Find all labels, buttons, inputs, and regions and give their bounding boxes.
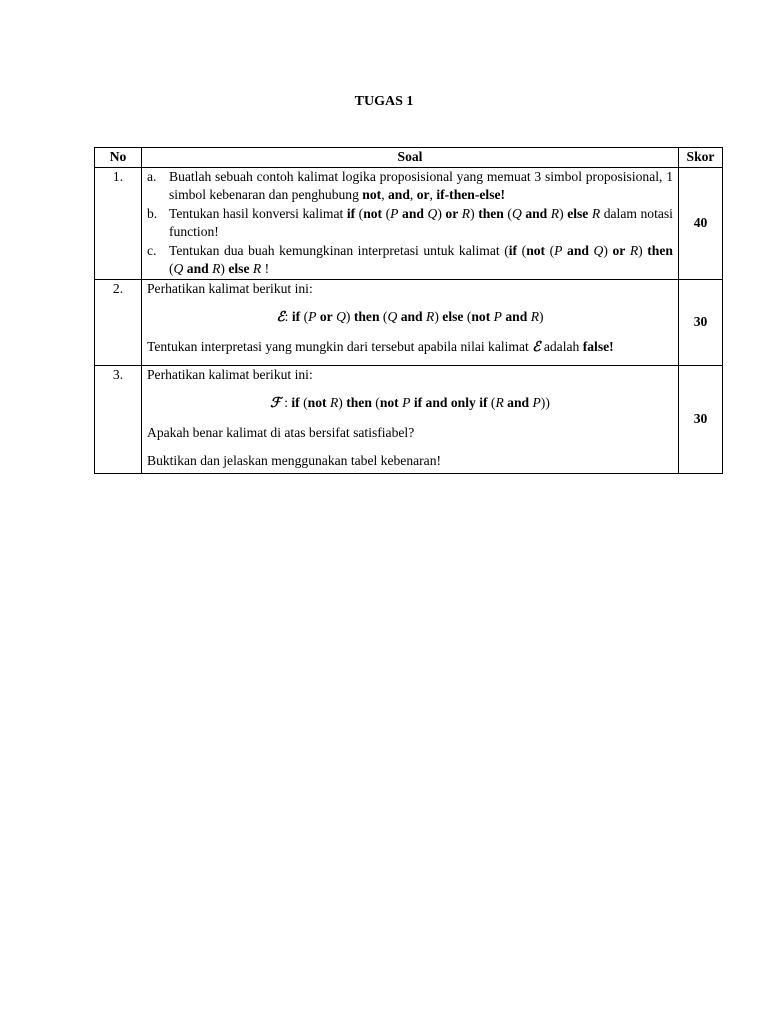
sub-question-text: Tentukan hasil konversi kalimat if (not (P and Q) or R) then (Q and R) else R dalam notasi function! [169, 205, 673, 239]
item-marker: c. [147, 242, 157, 258]
table-row [95, 167, 723, 279]
item-marker: b. [147, 205, 158, 221]
header-soal: Soal [142, 148, 679, 168]
question-text: Apakah benar kalimat di atas bersifat satisfiabel? [147, 424, 415, 440]
header-no: No [95, 148, 142, 168]
score-cell: 30 [679, 279, 723, 365]
score-cell: 30 [679, 365, 723, 473]
table-row [95, 279, 723, 365]
sub-question-list [147, 168, 673, 279]
sub-question-a [147, 168, 673, 205]
header-skor: Skor [679, 148, 723, 168]
item-marker: a. [147, 168, 157, 184]
formula-e: ℰ: if (P or Q) then (Q and R) else (not P and R) [276, 309, 544, 325]
sub-question-text: Buatlah sebuah contoh kalimat logika proposisional yang memuat 3 simbol proposisional, 1 simbol kebenaran dan penghubung not, and, or, if-then-else! [169, 168, 673, 202]
table-header-row [95, 148, 723, 168]
row-number: 2. [95, 279, 142, 365]
row-number: 1. [95, 167, 142, 279]
question-text: Tentukan interpretasi yang mungkin dari tersebut apabila nilai kalimat ℰ adalah false! [147, 338, 614, 355]
sub-question-text: Tentukan dua buah kemungkinan interpretasi untuk kalimat (if (not (P and Q) or R) then (Q and R) else R ! [169, 242, 673, 276]
sub-question-c [147, 242, 673, 279]
question-instruction: Buktikan dan jelaskan menggunakan tabel kebenaran! [147, 453, 442, 468]
formula-f: ℱ : if (not R) then (not P if and only if (R and P)) [270, 395, 550, 411]
sub-question-b [147, 205, 673, 242]
assignment-table [94, 147, 723, 474]
document-title: TUGAS 1 [354, 94, 414, 109]
score-cell: 40 [679, 167, 723, 279]
question-intro: Perhatikan kalimat berikut ini: [147, 366, 313, 382]
question-cell [142, 365, 679, 473]
question-intro: Perhatikan kalimat berikut ini: [147, 280, 313, 296]
question-cell [142, 279, 679, 365]
question-cell [142, 167, 679, 279]
row-number: 3. [95, 365, 142, 473]
table-row [95, 365, 723, 473]
